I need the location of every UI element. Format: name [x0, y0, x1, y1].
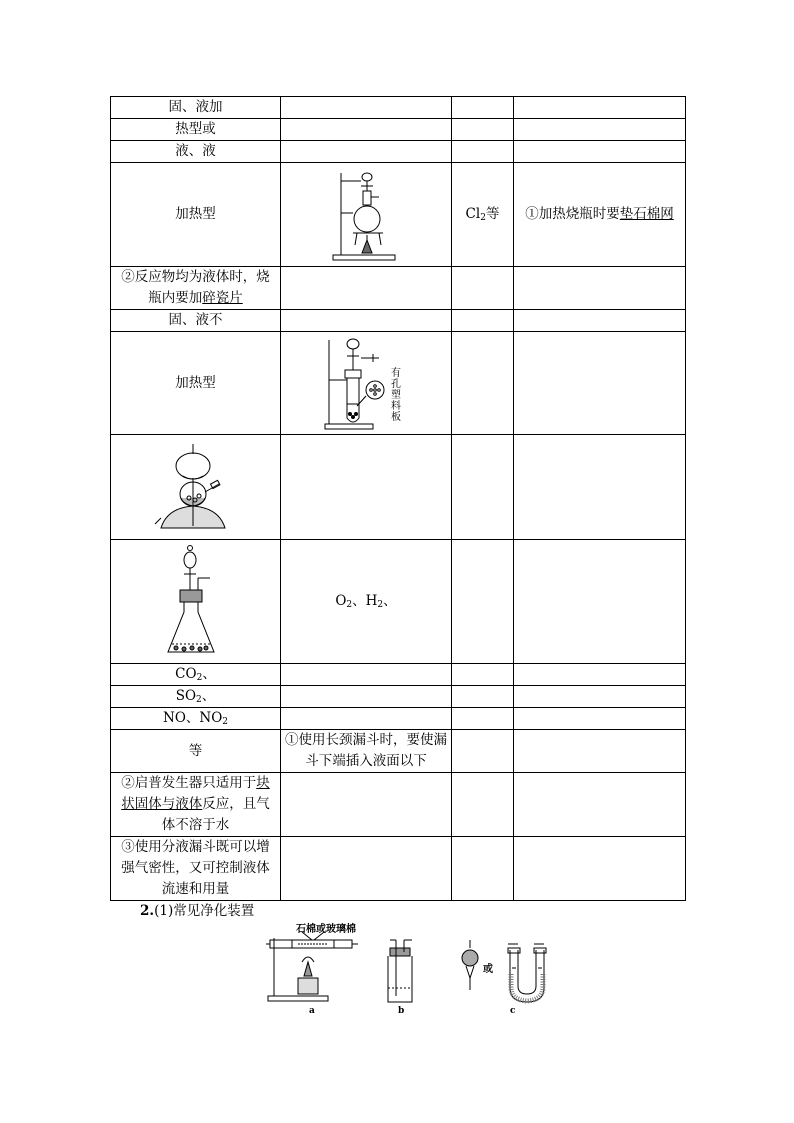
figure-label-b: b: [398, 1006, 405, 1016]
table-row: [111, 686, 686, 708]
cell: 固、液不: [111, 310, 281, 332]
cell: 加热型: [111, 332, 281, 435]
table-row: [111, 310, 686, 332]
flask-heating-apparatus-icon: [331, 167, 401, 263]
purification-figure: [262, 918, 552, 1018]
cell: [281, 163, 452, 267]
cell: ①使用长颈漏斗时，要使漏斗下端插入液面以下: [281, 730, 452, 773]
cell: $CO_2$、: [111, 664, 281, 686]
cell: $Cl_2$等: [452, 163, 514, 267]
figure-or-label: 或: [483, 964, 493, 975]
figure-top-label: 石棉或玻璃棉: [296, 924, 356, 935]
drying-tube-icon: [462, 940, 478, 990]
table-row: [111, 837, 686, 901]
cell: $SO_2$、: [111, 686, 281, 708]
cell: ③使用分液漏斗既可以增强气密性，又可控制液体流速和用量: [111, 837, 281, 901]
table-row: [111, 540, 686, 664]
cell: [111, 435, 281, 540]
figure-label-a: a: [309, 1006, 315, 1016]
test-tube-apparatus-icon: [323, 334, 409, 432]
cell: ①加热烧瓶时要垫石棉网: [514, 163, 686, 267]
table-row: [111, 163, 686, 267]
cell: ②启普发生器只适用于块状固体与液体反应，且气体不溶于水: [111, 773, 281, 837]
table-row: [111, 435, 686, 540]
table-row: [111, 664, 686, 686]
figure-label-c: c: [510, 1006, 516, 1016]
table-row: [111, 97, 686, 119]
heated-tube-icon: [266, 932, 358, 1001]
cell: 热型或: [111, 119, 281, 141]
table-row: [111, 267, 686, 310]
cell: [281, 332, 452, 435]
conical-flask-funnel-icon: [166, 544, 226, 660]
cell: 加热型: [111, 163, 281, 267]
cell: 液、液: [111, 141, 281, 163]
table-row: [111, 730, 686, 773]
table-row: [111, 332, 686, 435]
cell: [111, 540, 281, 664]
table-row: [111, 708, 686, 730]
cell: 等: [111, 730, 281, 773]
cell: $O_2$、$H_2$、: [281, 540, 452, 664]
cell: ②反应物均为液体时，烧瓶内要加碎瓷片: [111, 267, 281, 310]
cell: NO、$NO_2$: [111, 708, 281, 730]
section-heading: 2.(1)常见净化装置: [140, 903, 255, 919]
cell: 固、液加: [111, 97, 281, 119]
wash-bottle-icon: [388, 940, 412, 1002]
kipp-generator-icon: [153, 440, 239, 534]
gas-generation-table: [110, 96, 686, 901]
table-row: [111, 773, 686, 837]
table-row: [111, 141, 686, 163]
u-tube-icon: [508, 944, 546, 1002]
table-row: [111, 119, 686, 141]
plastic-plate-label: 有孔塑料板: [391, 368, 401, 423]
